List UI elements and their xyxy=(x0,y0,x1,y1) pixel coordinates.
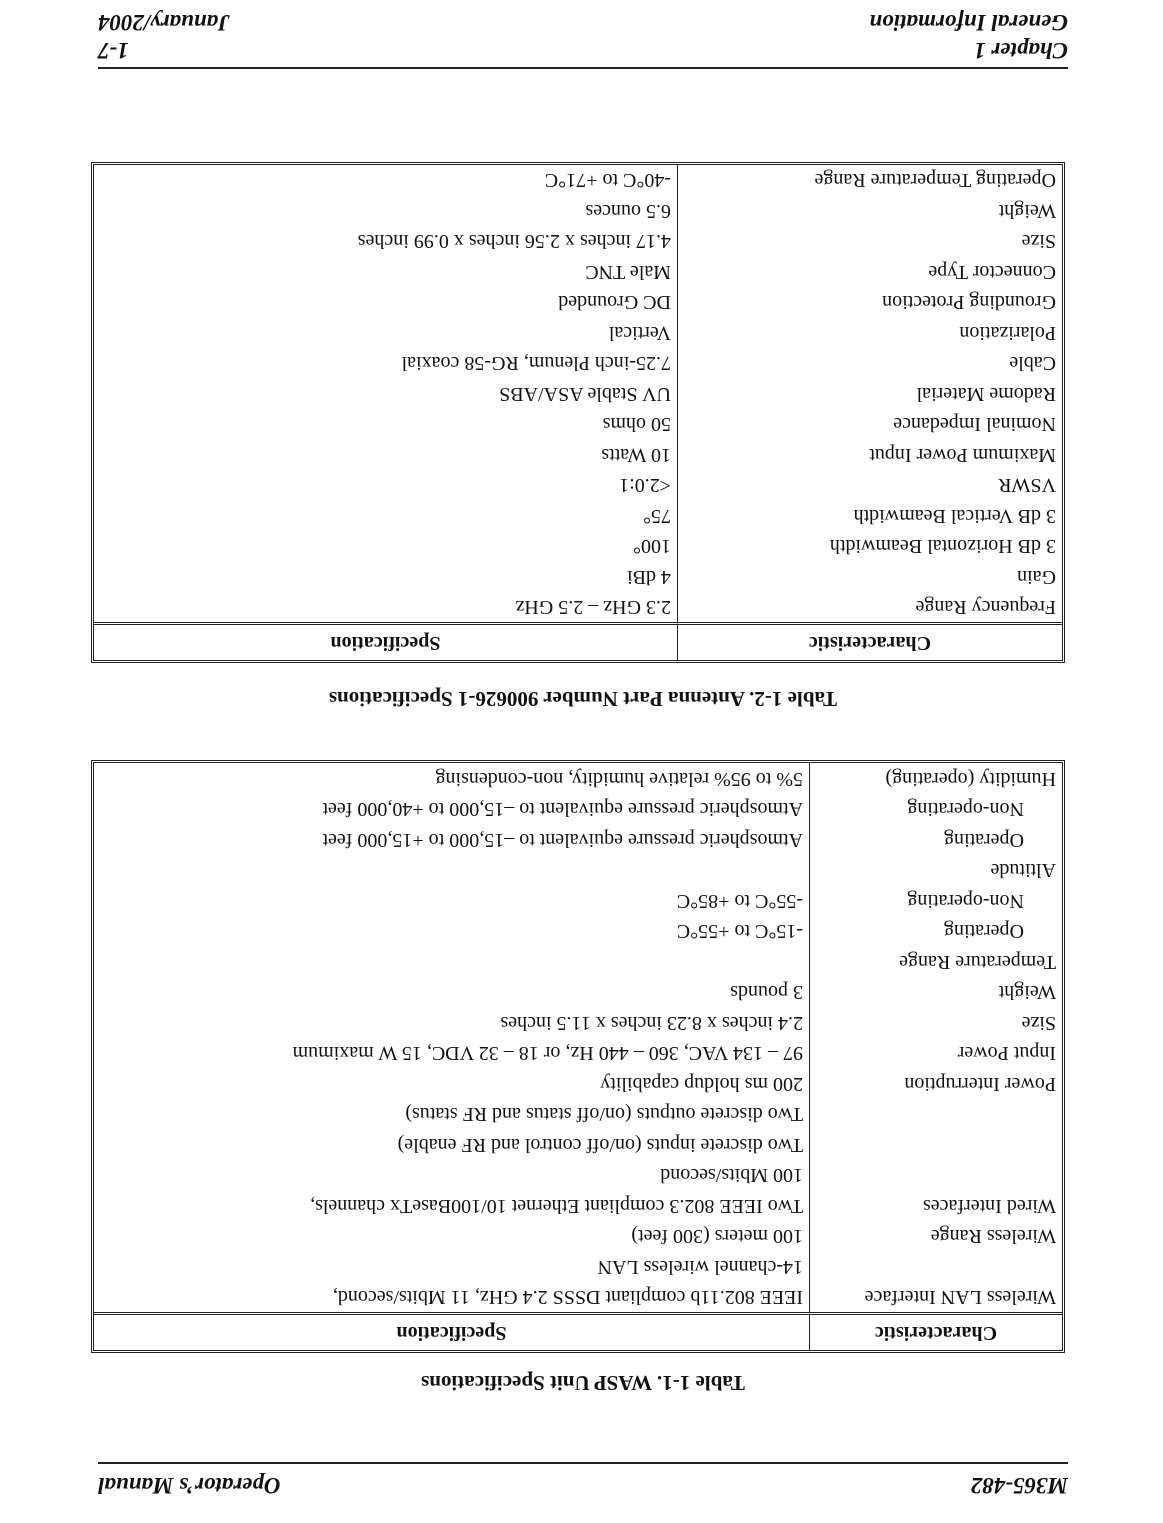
specification-cell: 3 pounds xyxy=(730,981,803,1004)
chapter-label: Chapter 1 xyxy=(974,38,1068,63)
table-row xyxy=(94,1191,1062,1222)
table-row xyxy=(94,1130,1062,1161)
table-row xyxy=(94,1069,1062,1100)
characteristic-cell: Operating Temperature Range xyxy=(677,165,1062,196)
table-row xyxy=(94,1160,1062,1191)
characteristic-cell: Altitude xyxy=(809,855,1062,886)
table-row xyxy=(94,855,1062,886)
table-row xyxy=(94,531,1062,562)
characteristic-cell: Weight xyxy=(809,977,1062,1008)
characteristic-cell: Size xyxy=(809,1008,1062,1039)
specification-cell: 100 Mbits/second xyxy=(660,1164,803,1187)
table-row xyxy=(94,947,1062,978)
table-row xyxy=(94,977,1062,1008)
specification-cell: UV Stable ASA/ABS xyxy=(499,383,671,405)
characteristic-cell: Operating xyxy=(809,916,1062,947)
characteristic-cell: Wireless LAN Interface xyxy=(809,1282,1062,1313)
specification-cell xyxy=(94,947,809,978)
specification-cell: 6.5 ounces xyxy=(585,200,671,222)
characteristic-cell: VSWR xyxy=(677,470,1062,501)
table-row xyxy=(94,165,1062,196)
table-row xyxy=(94,1282,1062,1313)
specification-cell: Atmospheric pressure equivalent to –15,000 to +15,000 feet xyxy=(322,829,803,851)
specification-cell: 100 meters (300 feet) xyxy=(631,1225,803,1248)
table-row xyxy=(94,764,1062,795)
table-row xyxy=(94,825,1062,856)
characteristic-cell xyxy=(809,1160,1062,1191)
specification-cell: -40°C to +71°C xyxy=(544,169,671,192)
table1-col-characteristic: Characteristic xyxy=(809,1313,1062,1351)
table-row xyxy=(94,592,1062,623)
characteristic-cell: 3 dB Vertical Beamwidth xyxy=(677,501,1062,532)
specification-cell: 7.25-inch Plenum, RG-58 coaxial xyxy=(401,352,671,375)
table1-caption: Table 1-1. WASP Unit Specifications xyxy=(421,1371,745,1395)
characteristic-cell: Temperature Range xyxy=(809,947,1062,978)
specification-cell: <2.0:1 xyxy=(619,474,671,497)
table-row xyxy=(94,318,1062,349)
specification-cell: DC Grounded xyxy=(558,291,671,314)
characteristic-cell: Nominal Impedance xyxy=(677,409,1062,440)
specification-cell: 10 Watts xyxy=(601,444,671,466)
characteristic-cell: Wired Interfaces xyxy=(809,1191,1062,1222)
specification-cell: -55°C to +85°C xyxy=(676,890,803,912)
table-row xyxy=(94,287,1062,318)
table-row xyxy=(94,1008,1062,1039)
table-row xyxy=(94,379,1062,410)
table-row xyxy=(94,562,1062,593)
section-label: General Information xyxy=(869,10,1068,35)
table-row xyxy=(94,440,1062,471)
characteristic-cell: Input Power xyxy=(809,1038,1062,1069)
table1-body xyxy=(94,764,1062,1313)
characteristic-cell: Operating xyxy=(809,825,1062,856)
table-row xyxy=(94,257,1062,288)
table2-caption: Table 1-2. Antenna Part Number 900626-1 Specifications xyxy=(328,687,838,711)
specification-cell: IEEE 802.11b compliant DSSS 2.4 GHz, 11 Mbits/second, xyxy=(332,1286,803,1309)
specification-cell: Vertical xyxy=(608,322,671,344)
footer-rule xyxy=(98,67,1068,69)
characteristic-cell: Non-operating xyxy=(809,886,1062,917)
characteristic-cell xyxy=(809,1252,1062,1283)
characteristic-cell: Grounding Protection xyxy=(677,287,1062,318)
table1-header-row xyxy=(94,1313,1062,1351)
table-row xyxy=(94,886,1062,917)
specification-cell: 100° xyxy=(633,535,671,558)
doc-number: M365-482 xyxy=(970,1473,1068,1498)
table-row xyxy=(94,348,1062,379)
characteristic-cell: Cable xyxy=(677,348,1062,379)
specification-cell: 4.17 inches x 2.56 inches x 0.99 inches xyxy=(357,230,671,253)
specification-cell: Two discrete outputs (on/off status and RF status) xyxy=(405,1103,803,1126)
table-row xyxy=(94,196,1062,227)
header-rule xyxy=(98,1462,1068,1464)
table-row xyxy=(94,1221,1062,1252)
table2-header-row xyxy=(94,623,1062,661)
specification-cell: 97 – 134 VAC, 360 – 440 Hz, or 18 – 32 VDC, 15 W maximum xyxy=(292,1042,803,1065)
characteristic-cell: Humidity (operating) xyxy=(809,764,1062,795)
table-row xyxy=(94,1099,1062,1130)
table2-col-characteristic: Characteristic xyxy=(677,623,1062,661)
page-number: 1-7 xyxy=(98,38,129,63)
characteristic-cell: Maximum Power Input xyxy=(677,440,1062,471)
table-row xyxy=(94,1252,1062,1283)
specification-cell: 75° xyxy=(643,505,671,527)
specification-cell xyxy=(94,855,809,886)
specification-cell: Two discrete inputs (on/off control and RF enable) xyxy=(397,1134,803,1156)
specification-cell: 14-channel wireless LAN xyxy=(597,1256,803,1278)
characteristic-cell: Gain xyxy=(677,562,1062,593)
characteristic-cell: Non-operating xyxy=(809,794,1062,825)
characteristic-cell xyxy=(809,1099,1062,1130)
specification-cell: 50 ohms xyxy=(602,413,671,436)
specification-cell: 4 dBi xyxy=(627,566,671,588)
specification-cell: -15°C to +55°C xyxy=(676,920,803,943)
characteristic-cell: Weight xyxy=(677,196,1062,227)
table-row xyxy=(94,409,1062,440)
specification-cell: Atmospheric pressure equivalent to –15,000 to +40,000 feet xyxy=(322,798,803,821)
specification-cell: Male TNC xyxy=(585,261,671,283)
manual-title: Operator’s Manual xyxy=(98,1473,281,1498)
specification-cell: Two IEEE 802.3 compliant Ethernet 10/100BaseTx channels, xyxy=(310,1195,803,1217)
characteristic-cell: Size xyxy=(677,226,1062,257)
characteristic-cell: Polarization xyxy=(677,318,1062,349)
table-row xyxy=(94,794,1062,825)
characteristic-cell: Frequency Range xyxy=(677,592,1062,623)
specification-cell: 2.4 inches x 8.23 inches x 11.5 inches xyxy=(500,1012,803,1034)
table2-body xyxy=(94,165,1062,623)
characteristic-cell: Wireless Range xyxy=(809,1221,1062,1252)
table-row xyxy=(94,470,1062,501)
table2-col-specification: Specification xyxy=(94,623,677,661)
table-row xyxy=(94,501,1062,532)
specification-cell: 2.3 GHz – 2.5 GHz xyxy=(515,596,671,619)
characteristic-cell: Power Interruption xyxy=(809,1069,1062,1100)
specification-cell: 200 ms holdup capability xyxy=(600,1073,803,1095)
table-row xyxy=(94,1038,1062,1069)
characteristic-cell: Radome Material xyxy=(677,379,1062,410)
table-row xyxy=(94,916,1062,947)
page-date: January/2004 xyxy=(98,10,230,35)
specification-cell: 5% to 95% relative humidity, non-condensing xyxy=(435,768,803,790)
table2 xyxy=(91,162,1065,663)
table-row xyxy=(94,226,1062,257)
characteristic-cell xyxy=(809,1130,1062,1161)
characteristic-cell: 3 dB Horizontal Beamwidth xyxy=(677,531,1062,562)
table1 xyxy=(91,761,1065,1354)
table1-col-specification: Specification xyxy=(94,1313,809,1351)
characteristic-cell: Connector Type xyxy=(677,257,1062,288)
